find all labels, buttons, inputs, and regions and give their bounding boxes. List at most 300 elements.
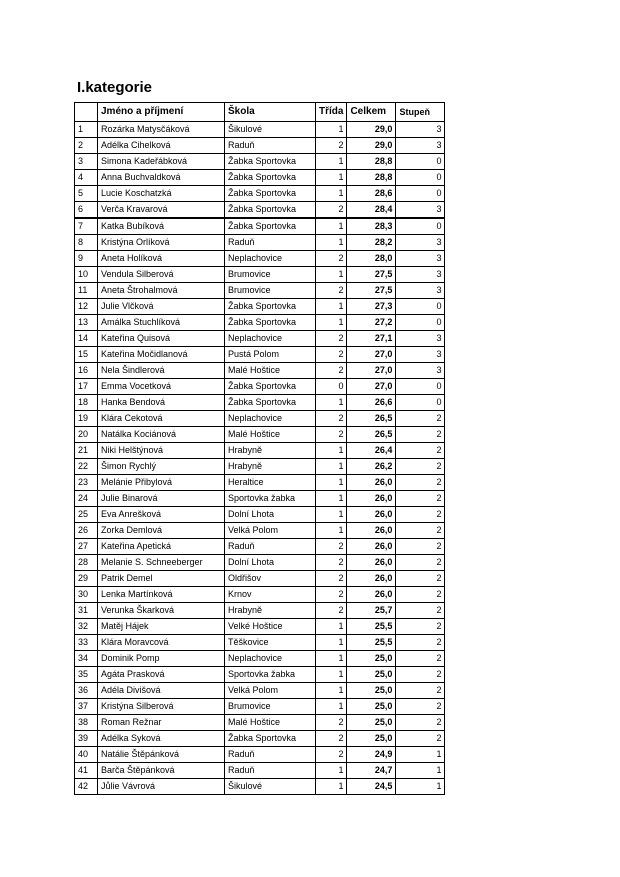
row-name: Adéla Divišová [98,683,225,699]
row-name: Aneta Holíková [98,251,225,267]
row-name: Adélka Cihelková [98,138,225,154]
row-class: 2 [316,715,347,731]
table-row [75,539,445,555]
row-degree: 2 [396,571,445,587]
row-class: 1 [316,475,347,491]
row-class: 1 [316,218,347,235]
row-class: 2 [316,539,347,555]
row-school: Brumovice [225,267,316,283]
row-number: 35 [75,667,98,683]
row-number: 15 [75,347,98,363]
table-row [75,619,445,635]
row-name: Dominik Pomp [98,651,225,667]
row-name: Katka Bubíková [98,218,225,235]
row-number: 14 [75,331,98,347]
table-row [75,379,445,395]
row-name: Matěj Hájek [98,619,225,635]
table-row [75,763,445,779]
row-class: 1 [316,315,347,331]
row-class: 1 [316,299,347,315]
header-name: Jméno a příjmení [98,103,225,122]
row-class: 1 [316,683,347,699]
table-row [75,779,445,795]
table-header-row [75,103,445,122]
row-school: Žabka Sportovka [225,154,316,170]
row-number: 36 [75,683,98,699]
row-school: Raduň [225,539,316,555]
row-class: 1 [316,267,347,283]
row-name: Kristýna Silberová [98,699,225,715]
table-row [75,202,445,219]
row-school: Velká Polom [225,523,316,539]
row-number: 18 [75,395,98,411]
row-degree: 3 [396,363,445,379]
row-school: Neplachovice [225,331,316,347]
row-class: 1 [316,122,347,138]
table-row [75,523,445,539]
row-class: 1 [316,651,347,667]
table-row [75,427,445,443]
table-row [75,747,445,763]
header-school: Škola [225,103,316,122]
row-total: 25,0 [347,651,396,667]
row-degree: 3 [396,235,445,251]
header-degree: Stupeň [396,103,445,122]
row-total: 25,0 [347,715,396,731]
row-class: 1 [316,186,347,202]
row-school: Malé Hoštice [225,715,316,731]
row-class: 2 [316,347,347,363]
row-number: 10 [75,267,98,283]
row-degree: 0 [396,154,445,170]
row-degree: 2 [396,619,445,635]
row-total: 28,3 [347,218,396,235]
row-school: Žabka Sportovka [225,218,316,235]
row-degree: 2 [396,459,445,475]
row-class: 2 [316,138,347,154]
table-row [75,459,445,475]
row-total: 24,5 [347,779,396,795]
row-class: 2 [316,731,347,747]
row-number: 13 [75,315,98,331]
row-total: 27,0 [347,347,396,363]
row-school: Hrabyně [225,603,316,619]
table-row [75,315,445,331]
row-class: 1 [316,619,347,635]
row-name: Adélka Syková [98,731,225,747]
row-name: Rozárka Matysčáková [98,122,225,138]
row-total: 27,0 [347,363,396,379]
row-class: 2 [316,603,347,619]
row-name: Melánie Přibylová [98,475,225,491]
row-name: Amálka Stuchlíková [98,315,225,331]
row-number: 26 [75,523,98,539]
table-row [75,731,445,747]
row-total: 25,0 [347,667,396,683]
header-class: Třída [316,103,347,122]
row-class: 1 [316,235,347,251]
row-name: Natálie Štěpánková [98,747,225,763]
row-name: Šimon Rychlý [98,459,225,475]
row-class: 2 [316,251,347,267]
row-name: Simona Kadeřábková [98,154,225,170]
row-number: 27 [75,539,98,555]
row-total: 27,5 [347,283,396,299]
row-total: 26,0 [347,539,396,555]
row-number: 25 [75,507,98,523]
row-total: 28,6 [347,186,396,202]
row-school: Malé Hoštice [225,363,316,379]
row-class: 0 [316,379,347,395]
row-school: Žabka Sportovka [225,731,316,747]
row-number: 5 [75,186,98,202]
row-total: 26,0 [347,507,396,523]
row-number: 7 [75,218,98,235]
table-row [75,395,445,411]
table-row [75,154,445,170]
row-class: 1 [316,635,347,651]
row-name: Lenka Martínková [98,587,225,603]
row-class: 1 [316,699,347,715]
row-name: Kateřina Quisová [98,331,225,347]
row-total: 25,0 [347,683,396,699]
row-total: 26,0 [347,491,396,507]
row-degree: 0 [396,395,445,411]
row-number: 34 [75,651,98,667]
row-degree: 2 [396,731,445,747]
row-degree: 3 [396,267,445,283]
row-name: Natálka Kociánová [98,427,225,443]
row-school: Šikulové [225,122,316,138]
row-class: 2 [316,571,347,587]
row-school: Těškovice [225,635,316,651]
row-class: 1 [316,763,347,779]
page-title: I.kategorie [77,79,153,96]
row-school: Sportovka žabka [225,491,316,507]
table-row [75,283,445,299]
row-total: 26,0 [347,587,396,603]
table-row [75,267,445,283]
row-total: 26,0 [347,523,396,539]
row-school: Heraltice [225,475,316,491]
row-total: 25,0 [347,699,396,715]
row-total: 26,6 [347,395,396,411]
row-class: 2 [316,555,347,571]
row-degree: 3 [396,283,445,299]
row-number: 40 [75,747,98,763]
row-number: 32 [75,619,98,635]
row-number: 21 [75,443,98,459]
row-total: 26,4 [347,443,396,459]
row-class: 1 [316,395,347,411]
row-class: 2 [316,363,347,379]
row-name: Eva Anrešková [98,507,225,523]
row-school: Šikulové [225,779,316,795]
row-total: 26,0 [347,475,396,491]
row-school: Velká Polom [225,683,316,699]
row-class: 1 [316,170,347,186]
row-degree: 2 [396,587,445,603]
row-school: Žabka Sportovka [225,170,316,186]
row-degree: 2 [396,683,445,699]
row-total: 24,9 [347,747,396,763]
row-number: 37 [75,699,98,715]
row-school: Žabka Sportovka [225,186,316,202]
row-number: 11 [75,283,98,299]
row-number: 22 [75,459,98,475]
row-number: 4 [75,170,98,186]
row-name: Klára Cekotová [98,411,225,427]
table-row [75,411,445,427]
table-row [75,651,445,667]
row-degree: 2 [396,427,445,443]
row-class: 1 [316,459,347,475]
table-row [75,443,445,459]
row-number: 17 [75,379,98,395]
row-number: 28 [75,555,98,571]
table-row [75,331,445,347]
row-name: Barča Štěpánková [98,763,225,779]
row-name: Nela Šindlerová [98,363,225,379]
table-row [75,587,445,603]
row-degree: 0 [396,379,445,395]
row-school: Brumovice [225,283,316,299]
row-degree: 3 [396,251,445,267]
row-school: Žabka Sportovka [225,379,316,395]
row-class: 1 [316,667,347,683]
table-body [75,122,445,795]
row-total: 28,8 [347,170,396,186]
row-school: Krnov [225,587,316,603]
table-row [75,507,445,523]
row-class: 2 [316,427,347,443]
row-school: Brumovice [225,699,316,715]
row-name: Julie Vlčková [98,299,225,315]
row-school: Žabka Sportovka [225,315,316,331]
row-name: Anna Buchvaldková [98,170,225,186]
row-school: Hrabyně [225,459,316,475]
row-number: 29 [75,571,98,587]
table-row [75,186,445,202]
row-number: 2 [75,138,98,154]
table-row [75,347,445,363]
row-total: 25,7 [347,603,396,619]
row-total: 27,3 [347,299,396,315]
row-school: Dolní Lhota [225,507,316,523]
row-school: Pustá Polom [225,347,316,363]
row-degree: 2 [396,539,445,555]
table-row [75,251,445,267]
table-row [75,555,445,571]
row-name: Verunka Škarková [98,603,225,619]
row-number: 19 [75,411,98,427]
row-degree: 2 [396,603,445,619]
row-school: Neplachovice [225,411,316,427]
row-school: Raduň [225,763,316,779]
row-school: Sportovka žabka [225,667,316,683]
row-number: 39 [75,731,98,747]
row-total: 27,1 [347,331,396,347]
table-row [75,635,445,651]
row-name: Lucie Koschatzká [98,186,225,202]
row-total: 29,0 [347,138,396,154]
table-row [75,138,445,154]
row-number: 30 [75,587,98,603]
row-name: Niki Helštýnová [98,443,225,459]
row-school: Oldřišov [225,571,316,587]
row-number: 16 [75,363,98,379]
row-total: 24,7 [347,763,396,779]
row-total: 26,5 [347,411,396,427]
table-row [75,235,445,251]
row-name: Aneta Štrohalmová [98,283,225,299]
row-total: 28,0 [347,251,396,267]
row-number: 3 [75,154,98,170]
table-row [75,715,445,731]
row-name: Zorka Demlová [98,523,225,539]
row-degree: 2 [396,507,445,523]
row-degree: 3 [396,138,445,154]
row-number: 38 [75,715,98,731]
row-total: 27,2 [347,315,396,331]
table-row [75,667,445,683]
row-name: Patrik Demel [98,571,225,587]
row-number: 8 [75,235,98,251]
header-number [75,103,98,122]
row-number: 20 [75,427,98,443]
row-degree: 3 [396,202,445,219]
row-total: 28,2 [347,235,396,251]
row-school: Neplachovice [225,251,316,267]
row-degree: 0 [396,218,445,235]
row-name: Julie Binarová [98,491,225,507]
row-total: 27,0 [347,379,396,395]
row-total: 26,0 [347,571,396,587]
row-degree: 0 [396,186,445,202]
row-school: Raduň [225,138,316,154]
row-school: Žabka Sportovka [225,299,316,315]
row-number: 31 [75,603,98,619]
row-degree: 3 [396,347,445,363]
row-school: Žabka Sportovka [225,395,316,411]
row-degree: 2 [396,715,445,731]
row-total: 27,5 [347,267,396,283]
row-class: 2 [316,283,347,299]
row-number: 41 [75,763,98,779]
row-class: 1 [316,779,347,795]
table-row [75,603,445,619]
table-row [75,363,445,379]
row-class: 2 [316,331,347,347]
row-name: Klára Moravcová [98,635,225,651]
row-number: 6 [75,202,98,219]
row-school: Velké Hoštice [225,619,316,635]
row-class: 1 [316,523,347,539]
row-class: 1 [316,443,347,459]
row-degree: 1 [396,747,445,763]
row-degree: 3 [396,331,445,347]
row-school: Žabka Sportovka [225,202,316,219]
row-degree: 2 [396,411,445,427]
row-degree: 2 [396,491,445,507]
row-degree: 0 [396,299,445,315]
row-name: Melanie S. Schneeberger [98,555,225,571]
row-degree: 2 [396,475,445,491]
table-row [75,571,445,587]
row-degree: 2 [396,699,445,715]
row-number: 12 [75,299,98,315]
row-school: Malé Hoštice [225,427,316,443]
table-row [75,683,445,699]
row-school: Hrabyně [225,443,316,459]
row-total: 25,5 [347,635,396,651]
row-name: Kristýna Orlíková [98,235,225,251]
table-row [75,491,445,507]
row-total: 26,0 [347,555,396,571]
row-class: 1 [316,154,347,170]
row-class: 1 [316,491,347,507]
row-degree: 2 [396,667,445,683]
row-class: 2 [316,411,347,427]
row-number: 9 [75,251,98,267]
row-class: 1 [316,507,347,523]
table-row [75,122,445,138]
table-row [75,475,445,491]
row-school: Neplachovice [225,651,316,667]
row-school: Raduň [225,235,316,251]
row-class: 2 [316,202,347,219]
row-name: Vendula Silberová [98,267,225,283]
row-degree: 0 [396,170,445,186]
row-number: 1 [75,122,98,138]
row-degree: 2 [396,651,445,667]
row-degree: 1 [396,763,445,779]
table-row [75,170,445,186]
row-total: 28,8 [347,154,396,170]
row-degree: 0 [396,315,445,331]
results-table [74,102,445,795]
row-total: 29,0 [347,122,396,138]
row-class: 2 [316,747,347,763]
row-class: 2 [316,587,347,603]
row-total: 26,2 [347,459,396,475]
table-row [75,699,445,715]
row-number: 33 [75,635,98,651]
row-degree: 2 [396,443,445,459]
row-degree: 3 [396,122,445,138]
row-total: 25,5 [347,619,396,635]
row-total: 26,5 [347,427,396,443]
row-school: Dolní Lhota [225,555,316,571]
row-number: 42 [75,779,98,795]
row-name: Emma Vocetková [98,379,225,395]
table-row [75,299,445,315]
table-row [75,218,445,235]
row-name: Agáta Prasková [98,667,225,683]
row-total: 28,4 [347,202,396,219]
row-degree: 2 [396,523,445,539]
row-name: Jůlie Vávrová [98,779,225,795]
row-degree: 2 [396,635,445,651]
row-number: 23 [75,475,98,491]
row-name: Kateřina Močidlanová [98,347,225,363]
row-name: Roman Režnar [98,715,225,731]
row-degree: 1 [396,779,445,795]
row-school: Raduň [225,747,316,763]
row-total: 25,0 [347,731,396,747]
header-total: Celkem [347,103,396,122]
row-name: Kateřina Apetická [98,539,225,555]
